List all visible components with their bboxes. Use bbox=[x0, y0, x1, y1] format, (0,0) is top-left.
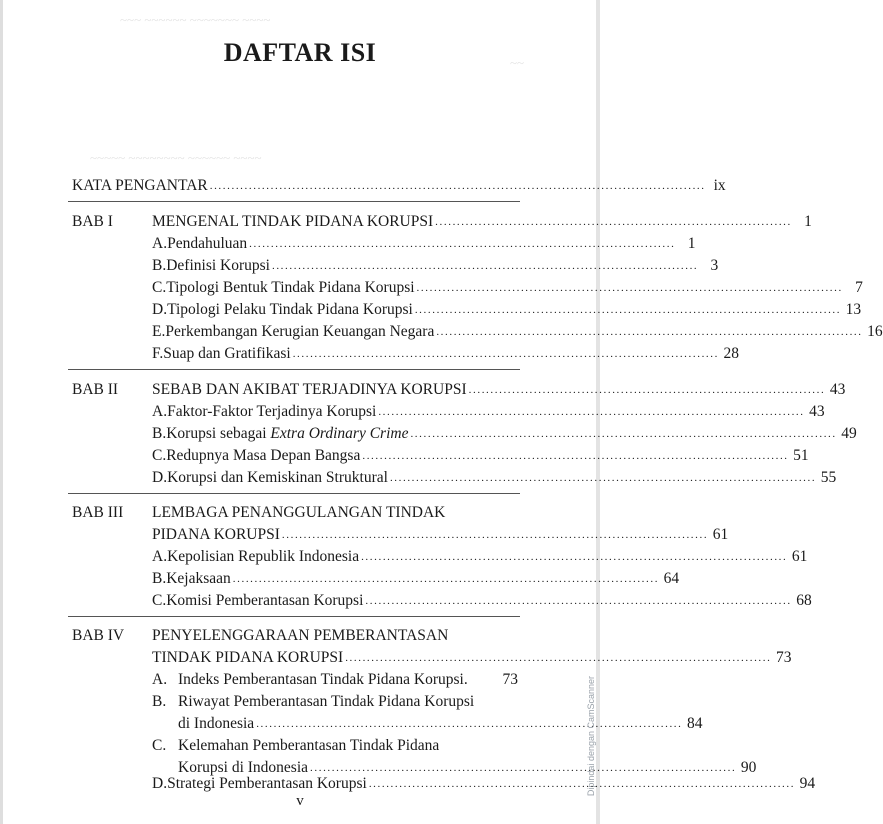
page-ref: 84 bbox=[687, 715, 703, 732]
page-number: v bbox=[296, 793, 304, 809]
item-letter: C. bbox=[152, 279, 167, 296]
page-ref: 73 bbox=[502, 671, 518, 688]
toc-label: KATA PENGANTAR bbox=[72, 177, 208, 194]
page-ref: 55 bbox=[820, 469, 837, 486]
page-ref: 1 bbox=[804, 213, 812, 230]
item-letter: D. bbox=[152, 301, 168, 318]
dot-leader: .................................................................................................. bbox=[361, 551, 788, 563]
dot-leader: .................................................................................................. bbox=[416, 282, 843, 294]
dot-leader: .................................................................................................. bbox=[310, 762, 737, 774]
item-text: Pendahuluan bbox=[167, 235, 248, 252]
item-text: Definisi Korupsi bbox=[166, 257, 270, 274]
dot-leader: .................................................................................................. bbox=[281, 529, 709, 541]
chapter-title-row bbox=[152, 646, 792, 668]
item-text: Suap dan Gratifikasi bbox=[163, 345, 291, 362]
toc-item bbox=[152, 589, 812, 611]
toc-item bbox=[152, 734, 518, 756]
item-text: Redupnya Masa Depan Bangsa bbox=[166, 447, 361, 464]
dot-leader: .................................................................................................. bbox=[232, 573, 660, 585]
chapter-title-row bbox=[152, 624, 518, 646]
chapter-title: SEBAB DAN AKIBAT TERJADINYA KORUPSI bbox=[152, 381, 467, 398]
item-letter: B. bbox=[152, 693, 167, 710]
page-ref: 13 bbox=[845, 301, 862, 318]
dot-leader: .................................................................................................. bbox=[389, 472, 817, 484]
divider bbox=[68, 369, 520, 370]
dot-leader: .................................................................................. bbox=[468, 384, 826, 396]
toc-item bbox=[152, 668, 518, 690]
item-text-plain: Korupsi sebagai bbox=[166, 425, 271, 442]
page-ref: 64 bbox=[663, 570, 680, 587]
page-title: DAFTAR ISI bbox=[223, 38, 377, 67]
item-letter: A. bbox=[152, 235, 168, 252]
dot-leader: .................................................................................................. bbox=[249, 238, 676, 250]
item-text: Faktor-Faktor Terjadinya Korupsi bbox=[167, 403, 377, 420]
toc-item bbox=[152, 772, 816, 794]
toc-item bbox=[152, 422, 857, 444]
divider bbox=[68, 201, 520, 202]
item-text-line1: Kelemahan Pemberantasan Tindak Pidana bbox=[178, 737, 440, 754]
chapter-title-line1: LEMBAGA PENANGGULANGAN TINDAK bbox=[152, 504, 446, 521]
scanner-watermark: Dipindai dengan CamScanner bbox=[586, 675, 596, 796]
item-text: Kejaksaan bbox=[166, 570, 231, 587]
dot-leader: .................................................................................................. bbox=[436, 326, 863, 338]
item-letter: C. bbox=[152, 447, 167, 464]
item-text: Tipologi Pelaku Tindak Pidana Korupsi bbox=[167, 301, 413, 318]
page-ref: 16 bbox=[867, 323, 883, 340]
show-through: ~~ bbox=[510, 55, 525, 70]
chapter-title-line1: PENYELENGGARAAN PEMBERANTASAN bbox=[152, 627, 449, 644]
item-text-italic: Extra Ordinary Crime bbox=[270, 425, 409, 442]
page-ref: 61 bbox=[791, 548, 808, 565]
page-ref: 61 bbox=[712, 526, 729, 543]
toc-item bbox=[152, 444, 809, 466]
page-ref: 90 bbox=[740, 759, 757, 776]
dot-leader: .................................................................................................. bbox=[378, 406, 805, 418]
toc-item bbox=[152, 342, 739, 364]
chapter-title-row bbox=[152, 501, 518, 523]
toc-item bbox=[152, 276, 863, 298]
divider bbox=[68, 616, 520, 617]
item-text: Perkembangan Kerugian Keuangan Negara bbox=[165, 323, 435, 340]
dot-leader: .................................................................................................. bbox=[410, 428, 837, 440]
page-ref: 43 bbox=[829, 381, 846, 398]
item-text: Komisi Pemberantasan Korupsi bbox=[166, 592, 364, 609]
toc-item bbox=[152, 254, 719, 276]
divider bbox=[68, 493, 520, 494]
page-ref: 68 bbox=[796, 592, 812, 609]
dot-leader: .................................................................................................. bbox=[365, 595, 792, 607]
page-ref: ix bbox=[713, 177, 726, 194]
toc-item bbox=[152, 545, 808, 567]
show-through: ~~~ ~~~~~~ ~~~~~~~ ~~~~ bbox=[120, 12, 271, 27]
item-letter: E. bbox=[152, 323, 166, 340]
chapter-label: BAB II bbox=[72, 381, 119, 398]
page-ref: 73 bbox=[776, 649, 792, 666]
toc-item bbox=[152, 232, 696, 254]
chapter-title-row bbox=[152, 210, 812, 232]
chapter-title-row bbox=[152, 523, 729, 545]
dot-leader: .................................................................................................. bbox=[292, 348, 719, 360]
item-letter: A. bbox=[152, 671, 168, 688]
item-letter: A. bbox=[152, 548, 168, 565]
page-ref: 94 bbox=[799, 775, 816, 792]
item-text-line1: Riwayat Pemberantasan Tindak Pidana Korupsi bbox=[178, 693, 475, 710]
dot-leader: .................................................................................................. bbox=[345, 652, 772, 664]
page-ref: 43 bbox=[809, 403, 825, 420]
item-letter: A. bbox=[152, 403, 168, 420]
toc-row-kata-pengantar bbox=[72, 174, 726, 196]
item-letter: B. bbox=[152, 425, 167, 442]
dot-leader: .................................................................................................. bbox=[362, 450, 789, 462]
item-text-line2: Korupsi di Indonesia bbox=[178, 759, 309, 776]
toc-item-continuation bbox=[178, 712, 703, 734]
item-text-line2: di Indonesia bbox=[178, 715, 255, 732]
dot-leader: .................................................................................................. bbox=[271, 260, 699, 272]
toc-item bbox=[152, 298, 862, 320]
item-letter: D. bbox=[152, 775, 168, 792]
toc-item bbox=[152, 320, 883, 342]
dot-leader: .................................................................................................. bbox=[256, 718, 683, 730]
item-text: Tipologi Bentuk Tindak Pidana Korupsi bbox=[166, 279, 415, 296]
chapter-label: BAB III bbox=[72, 504, 124, 521]
chapter-label: BAB IV bbox=[72, 627, 125, 644]
toc-item bbox=[152, 466, 837, 488]
page-ref: 7 bbox=[855, 279, 863, 296]
toc-item bbox=[152, 400, 825, 422]
item-letter: C. bbox=[152, 592, 167, 609]
chapter-title-line2: PIDANA KORUPSI bbox=[152, 526, 280, 543]
item-letter: C. bbox=[152, 737, 167, 754]
page-ref: 49 bbox=[841, 425, 857, 442]
chapter-title-line2: TINDAK PIDANA KORUPSI bbox=[152, 649, 344, 666]
chapter-label: BAB I bbox=[72, 213, 113, 230]
toc-item bbox=[152, 690, 518, 712]
page-ref: 1 bbox=[687, 235, 696, 252]
dot-leader: .................................................................................. bbox=[435, 216, 792, 228]
item-letter: B. bbox=[152, 257, 167, 274]
item-text: Kepolisian Republik Indonesia bbox=[167, 548, 360, 565]
dot-leader: .................................................................................................. bbox=[414, 304, 842, 316]
item-text: Indeks Pemberantasan Tindak Pidana Korupsi. bbox=[178, 671, 468, 688]
dot-leader: .................................................................................................. bbox=[368, 778, 796, 790]
item-letter: F. bbox=[152, 345, 164, 362]
page-shadow bbox=[0, 0, 3, 824]
page-ref: 28 bbox=[723, 345, 739, 362]
item-letter: B. bbox=[152, 570, 167, 587]
page-ref: 51 bbox=[793, 447, 809, 464]
show-through: ~~~~~ ~~~~~~~~ ~~~~~~ ~~~~ bbox=[90, 150, 262, 165]
item-text bbox=[166, 424, 408, 444]
page-ref: 3 bbox=[710, 257, 719, 274]
item-letter: D. bbox=[152, 469, 168, 486]
toc-item bbox=[152, 567, 680, 589]
chapter-title-row bbox=[152, 378, 846, 400]
dot-leader: .................................................................................................................. bbox=[209, 180, 706, 192]
item-text: Korupsi dan Kemiskinan Struktural bbox=[167, 469, 388, 486]
chapter-title: MENGENAL TINDAK PIDANA KORUPSI bbox=[152, 213, 434, 230]
item-text: Strategi Pemberantasan Korupsi bbox=[167, 775, 367, 792]
